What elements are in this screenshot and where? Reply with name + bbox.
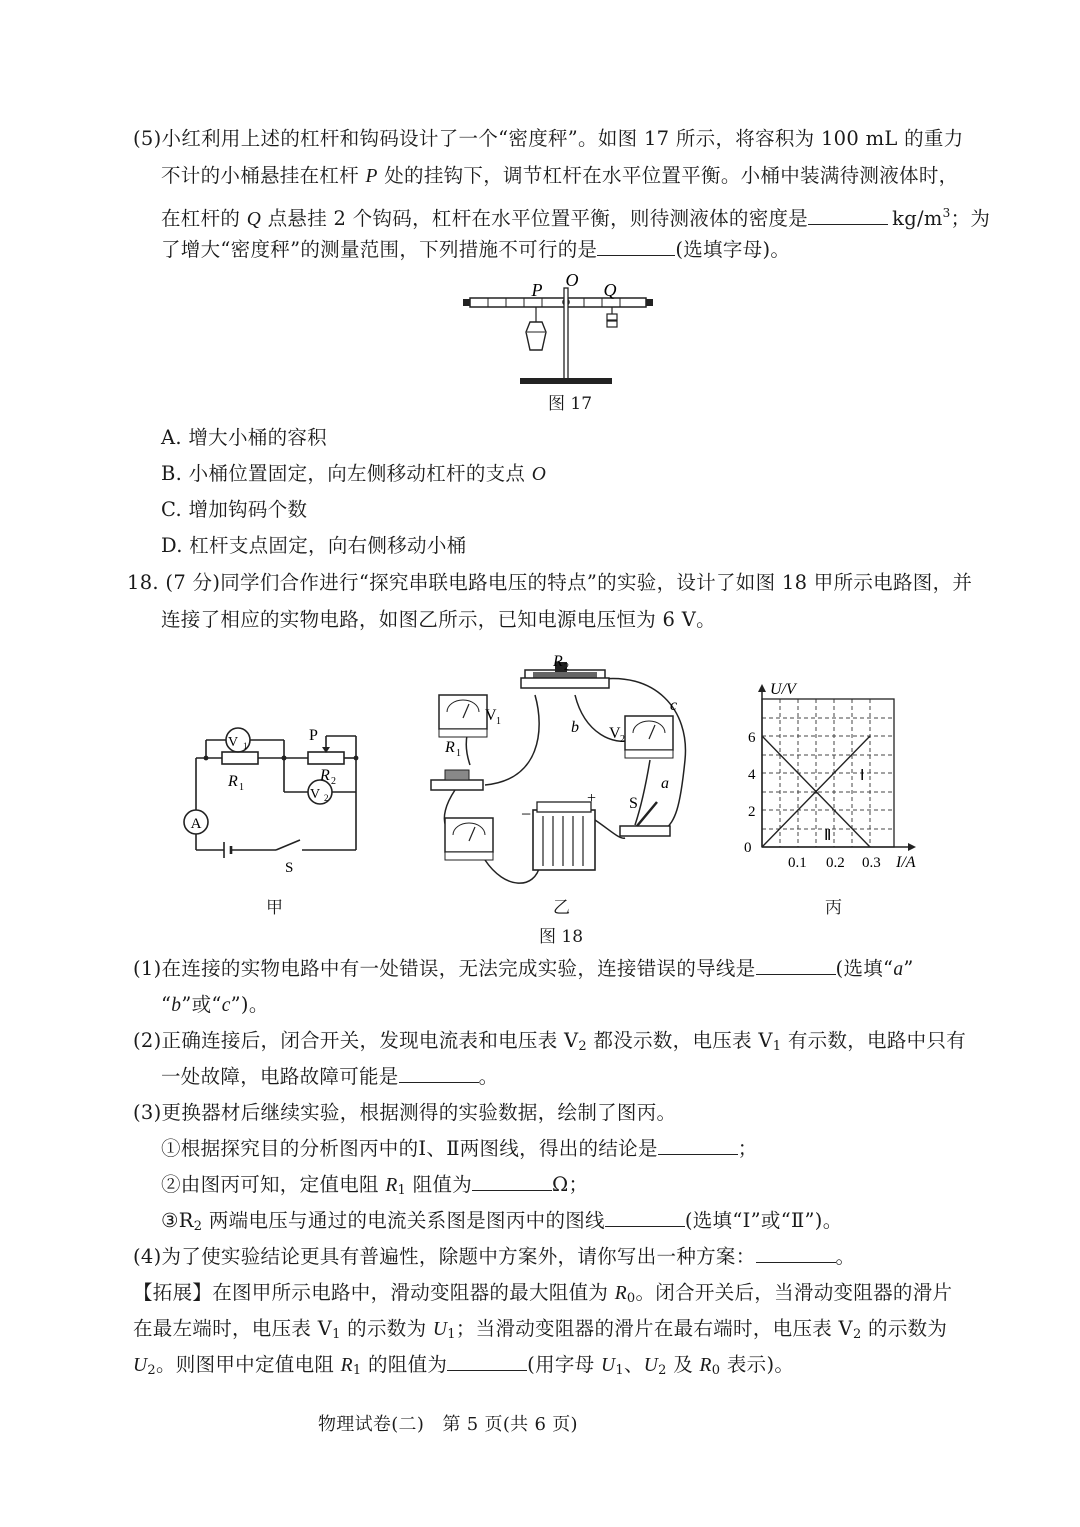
q18-s3-2: ②由图丙可知，定值电阻 $R_1$ 阻值为 Ω； (161, 1173, 589, 1198)
fig17-label-q: Q (603, 280, 617, 300)
jia-r2-label: R (320, 767, 330, 784)
q18-extension-line-2: 在最左端时，电压表 $V_1$ 的示数为 $U_1$；当滑动变阻器的滑片在最右端时，电压表 $V_2$ 的示数为 (133, 1317, 948, 1342)
q18-intro-2: 连接了相应的实物电路，如图乙所示，已知电源电压恒为 6 V。 (161, 608, 716, 631)
answer-blank-fault[interactable] (399, 1064, 479, 1083)
bing-y-tick: 6 (748, 730, 756, 746)
q18-intro-1: 18. (7 分)同学们合作进行“探究串联电路电压的特点”的实验，设计了如图 18 甲所示电路图，并 (127, 571, 973, 594)
yi-r2-label: R (553, 653, 563, 670)
svg-text:2: 2 (620, 734, 625, 745)
yi-v1-label: V (485, 707, 497, 724)
bing-y-axis-label: U/V (770, 681, 796, 698)
answer-blank-wrong-wire[interactable] (756, 956, 836, 975)
q18-s1-line-1: (1)在连接的实物电路中有一处错误，无法完成实验，连接错误的导线是 (选填“a” (133, 957, 914, 980)
svg-text:2: 2 (324, 793, 329, 803)
answer-blank-conclusion[interactable] (658, 1136, 738, 1155)
fig18-caption-yi: 乙 (553, 898, 570, 918)
q18-s3-1: ①根据探究目的分析图丙中的Ⅰ、Ⅱ两图线，得出的结论是 ； (161, 1137, 758, 1160)
bing-y-tick: 4 (748, 767, 756, 783)
jia-a-label: A (190, 816, 202, 832)
q17-line-2: 不计的小桶悬挂在杠杆 P 处的挂钩下，调节杠杆在水平位置平衡。小桶中装满待测液体时， (161, 164, 959, 187)
svg-text:1: 1 (496, 716, 501, 727)
bing-line-ii-label: Ⅱ (824, 828, 832, 844)
figure-18-jia-circuit (176, 722, 376, 872)
answer-blank-density[interactable] (808, 206, 888, 225)
yi-wire-a-label: a (661, 775, 669, 792)
svg-text:1: 1 (243, 741, 248, 751)
figure-17-caption: 图 17 (548, 394, 593, 414)
yi-wire-c-label: c (670, 697, 678, 714)
option-a: A. 增大小桶的容积 (161, 426, 327, 449)
answer-blank-r1-expression[interactable] (447, 1352, 527, 1371)
svg-text:2: 2 (564, 662, 569, 673)
option-c: C. 增加钩码个数 (161, 498, 308, 521)
yi-switch-label: S (629, 795, 638, 812)
bing-line-i-label: Ⅰ (860, 768, 865, 784)
fig18-caption-bing: 丙 (825, 898, 842, 918)
svg-text:1: 1 (239, 782, 244, 793)
q18-s1-line-2: “b”或“c”)。 (161, 993, 269, 1016)
bing-x-tick: 0.1 (788, 855, 807, 871)
figure-18-yi-physical (425, 640, 715, 895)
answer-blank-measure[interactable] (597, 237, 675, 256)
jia-v1-label: V (227, 735, 239, 750)
q17-line-1: (5)小红利用上述的杠杆和钩码设计了一个“密度秤”。如图 17 所示，将容积为 100 mL 的重力 (133, 127, 964, 150)
q18-s3-3: $③R_2$ 两端电压与通过的电流关系图是图丙中的图线 (选填“Ⅰ”或“Ⅱ”)。 (161, 1209, 843, 1234)
yi-minus-label: − (521, 804, 532, 824)
option-d: D. 杠杆支点固定，向右侧移动小桶 (161, 534, 467, 557)
page-footer: 物理试卷(二) 第 5 页(共 6 页) (318, 1414, 578, 1435)
q18-s3: (3)更换器材后继续实验，根据测得的实验数据，绘制了图丙。 (133, 1101, 677, 1124)
bing-y-tick: 2 (748, 804, 756, 820)
yi-wire-b-label: b (571, 719, 579, 736)
q18-extension-line-3: $U_2$。则图甲中定值电阻 $R_1$ 的阻值为 (用字母 $U_1$、$U_2$ 及 $R_0$ 表示)。 (133, 1353, 795, 1378)
svg-text:1: 1 (456, 748, 461, 759)
option-b: B. 小桶位置固定，向左侧移动杠杆的支点 O (161, 462, 547, 485)
q18-s4: (4)为了使实验结论更具有普遍性，除题中方案外，请你写出一种方案： 。 (133, 1245, 856, 1268)
jia-v2-label: V (309, 787, 321, 802)
yi-plus-label: + (587, 790, 597, 807)
answer-blank-r2-line[interactable] (605, 1208, 685, 1227)
fig18-caption-jia: 甲 (266, 898, 283, 918)
bing-x-axis-label: I/A (896, 854, 916, 871)
bing-y-tick: 0 (744, 840, 752, 856)
jia-p-label: P (309, 727, 318, 744)
yi-r1-label: R (445, 739, 455, 756)
bing-x-tick: 0.3 (862, 855, 881, 871)
q18-s2-line-2: 一处故障，电路故障可能是 。 (161, 1065, 499, 1088)
answer-blank-scheme[interactable] (756, 1244, 836, 1263)
bing-x-tick: 0.2 (826, 855, 845, 871)
figure-17-lever (460, 270, 660, 390)
fig17-label-p: P (531, 280, 543, 300)
jia-s-label: S (285, 860, 294, 872)
q17-line-4: 了增大“密度秤”的测量范围，下列措施不可行的是 (选填字母)。 (161, 238, 791, 261)
answer-blank-r1-value[interactable] (472, 1172, 552, 1191)
svg-text:2: 2 (331, 776, 336, 787)
figure-18-bing-graph (740, 680, 940, 880)
q18-extension-line-1: 【拓展】在图甲所示电路中，滑动变阻器的最大阻值为 $R_0$。闭合开关后，当滑动变阻器的滑片 (133, 1281, 953, 1306)
jia-r1-label: R (228, 773, 238, 790)
q17-line-3: 在杠杆的 Q 点悬挂 2 个钩码，杠杆在水平位置平衡，则待测液体的密度是 $kg/m^3$；为 (161, 206, 991, 230)
yi-v2-label: V (609, 725, 621, 742)
q18-s2-line-1: (2)正确连接后，闭合开关，发现电流表和电压表 $V_2$ 都没示数，电压表 $V_1$ 有示数，电路中只有 (133, 1029, 967, 1054)
figure-18-caption: 图 18 (539, 927, 584, 947)
fig17-label-o: O (565, 270, 579, 290)
